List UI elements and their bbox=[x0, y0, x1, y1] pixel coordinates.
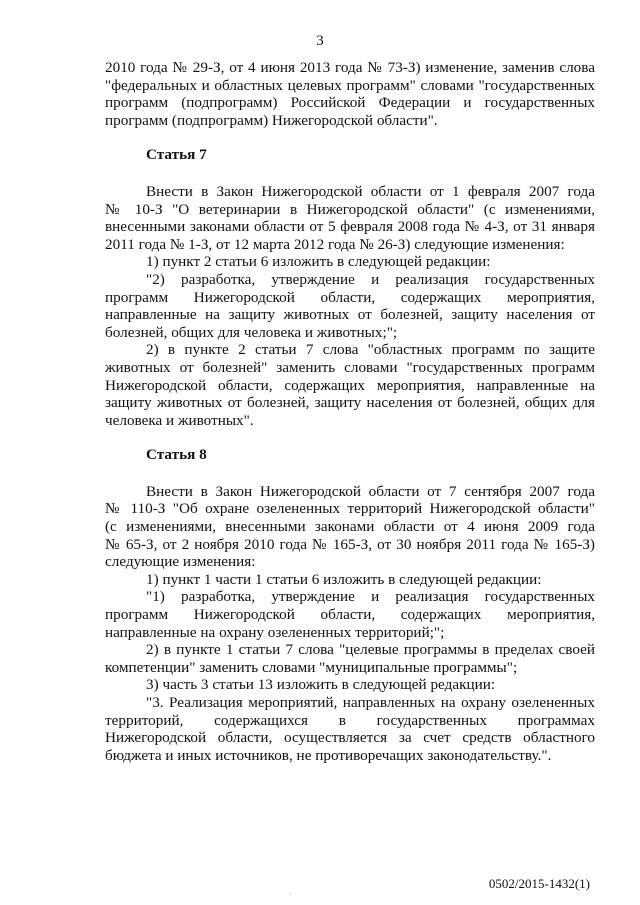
text-line: 2) в пункте 2 статьи 7 слова "областных программ по защите bbox=[146, 341, 595, 359]
text-line: 2) в пункте 1 статьи 7 слова "целевые программы в пределах своей bbox=[146, 641, 595, 659]
text-line: Нижегородской области, осуществляется за счет средств областного bbox=[105, 729, 595, 747]
article-8-item-1 bbox=[105, 571, 595, 589]
text-line: Внести в Закон Нижегородской области от 1 февраля 2007 года bbox=[146, 182, 595, 200]
document-code: 0502/2015-1432(1) bbox=[488, 876, 590, 891]
article-7-intro bbox=[105, 183, 595, 253]
text-line: программ (подпрограмм) Российской Федерации и государственных bbox=[105, 94, 595, 112]
text-line: животных от болезней" заменить словами "государственных программ bbox=[105, 358, 595, 376]
text-line: территорий, содержащихся в государственных программах bbox=[105, 711, 595, 729]
text-line: человека и животных". bbox=[105, 411, 254, 429]
article-8-intro bbox=[105, 483, 595, 571]
text-line: "3. Реализация мероприятий, направленных на охрану озелененных bbox=[146, 694, 595, 711]
text-line: направленные на защиту животных от болезней, защиту населения от bbox=[105, 306, 595, 324]
text-line: Нижегородской области, содержащих мероприятия, направленные на bbox=[105, 376, 595, 394]
text-line: Внести в Закон Нижегородской области от 7 сентября 2007 года bbox=[146, 482, 595, 500]
article-8-item-3 bbox=[105, 676, 595, 694]
text-line: программ Нижегородской области, содержащих мероприятия, bbox=[105, 606, 595, 624]
page-number: 3 bbox=[316, 33, 324, 49]
article-8-item-3-quote bbox=[105, 694, 595, 764]
text-line: болезней, общих для человека и животных;"; bbox=[105, 323, 398, 341]
text-line: 1) пункт 2 статьи 6 изложить в следующей редакции: bbox=[146, 253, 491, 271]
article-7-item-2 bbox=[105, 341, 595, 429]
text-line: № 65-З, от 2 ноября 2010 года № 165-З, от 30 ноября 2011 года № 165-З) bbox=[105, 535, 595, 553]
text-line: компетенции" заменить словами "муниципальные программы"; bbox=[105, 658, 518, 676]
text-line: № 110-З "Об охране озелененных территорий Нижегородской области" bbox=[105, 500, 595, 518]
continuation-paragraph bbox=[105, 59, 595, 129]
article-7-heading: Статья 7 bbox=[146, 146, 207, 164]
text-line: программ Нижегородской области, содержащих мероприятия, bbox=[105, 288, 595, 306]
text-line: бюджета и иных источников, не противоречащих законодательству.". bbox=[105, 746, 552, 764]
article-7-item-1-quote bbox=[105, 271, 595, 341]
text-line: 3) часть 3 статьи 13 изложить в следующей редакции: bbox=[146, 676, 496, 694]
scan-mark: ʻ bbox=[289, 891, 292, 900]
text-line: следующие изменения: bbox=[105, 553, 256, 571]
text-line: направленные на охрану озелененных территорий;"; bbox=[105, 623, 445, 641]
text-line: № 10-З "О ветеринарии в Нижегородской области" (с изменениями, bbox=[105, 200, 595, 218]
text-line: 2010 года № 29-З, от 4 июня 2013 года № 73-З) изменение, заменив слова bbox=[105, 59, 595, 76]
text-line: "1) разработка, утверждение и реализация государственных bbox=[146, 588, 595, 606]
text-line: (с изменениями, внесенными законами области от 4 июня 2009 года bbox=[105, 518, 595, 536]
article-8-item-2 bbox=[105, 641, 595, 676]
text-line: 2011 года № 1-З, от 12 марта 2012 года № 26-З) следующие изменения: bbox=[105, 235, 565, 253]
article-8-item-1-quote bbox=[105, 588, 595, 641]
article-8-heading: Статья 8 bbox=[146, 446, 207, 464]
text-line: внесенными законами области от 5 февраля 2008 года № 4-З, от 31 января bbox=[105, 218, 595, 236]
article-7-item-1 bbox=[105, 253, 595, 271]
text-line: "федеральных и областных целевых программ" словами "государственных bbox=[105, 76, 595, 94]
document-body bbox=[105, 59, 595, 764]
text-line: защиту животных от болезней, защиту населения от болезней, общих для bbox=[105, 394, 595, 412]
text-line: программ (подпрограмм) Нижегородской области". bbox=[105, 111, 438, 129]
text-line: 1) пункт 1 части 1 статьи 6 изложить в следующей редакции: bbox=[146, 570, 542, 588]
text-line: "2) разработка, утверждение и реализация государственных bbox=[146, 270, 595, 288]
